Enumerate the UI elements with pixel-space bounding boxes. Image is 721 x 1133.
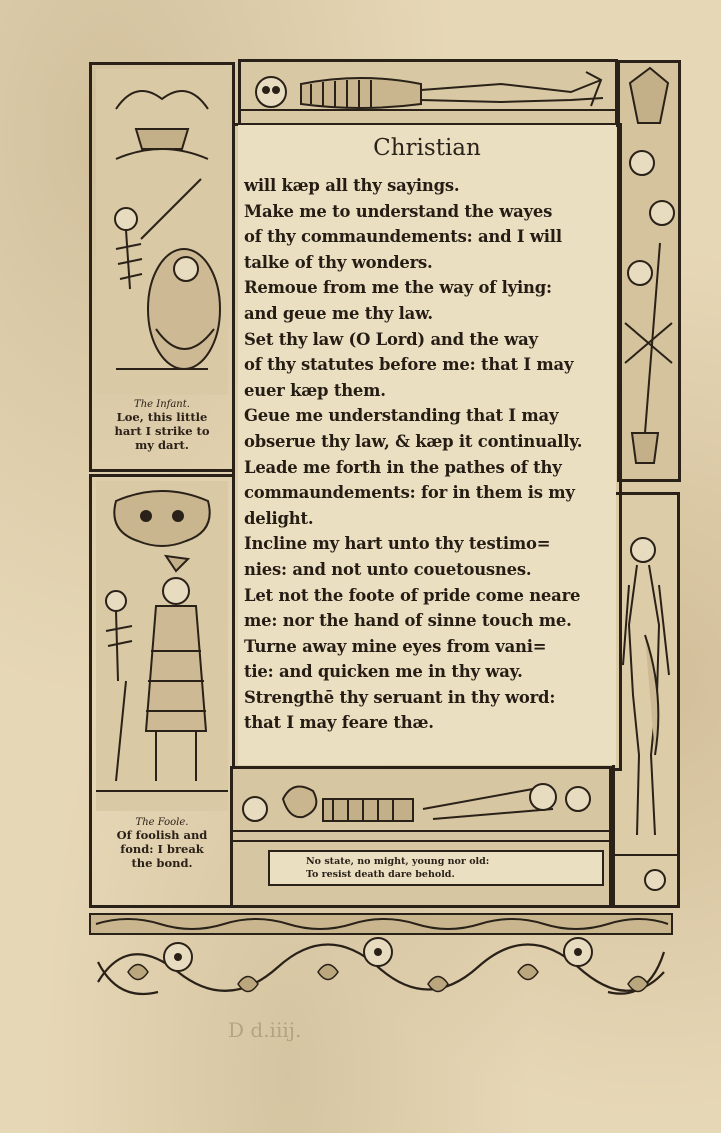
text-panel — [238, 125, 616, 765]
infant-caption-line: my dart. — [135, 438, 189, 452]
text-line: of thy statutes before me: that I may — [244, 355, 574, 375]
text-line: Geue me understanding that I may — [244, 406, 559, 426]
text-line: Remoue from me the way of lying: — [244, 278, 552, 298]
text-line: Incline my hart unto thy testimo= — [244, 534, 551, 554]
fool-caption — [96, 817, 228, 870]
floral-bottom-border — [88, 912, 674, 1012]
motto-line: To resist death dare behold. — [306, 869, 455, 880]
text-line: nies: and not unto couetousnes. — [244, 559, 532, 579]
spade-and-skulls-woodcut — [620, 63, 678, 479]
text-line: of thy commaundements: and I will — [244, 227, 562, 247]
left-woodcut-infant — [89, 62, 235, 472]
rose-vine-ornament — [88, 912, 674, 1012]
skeleton-with-infant-woodcut — [96, 69, 228, 395]
left-woodcut-fool — [89, 474, 235, 908]
standing-corpse-woodcut — [615, 495, 677, 905]
infant-caption-title: The Infant. — [134, 399, 190, 410]
motto-line: No state, no might, young nor old: — [306, 856, 490, 867]
text-line: Turne away mine eyes from vani= — [244, 636, 547, 656]
right-woodcut-standing-figure — [612, 492, 680, 908]
top-woodcut-border — [238, 59, 618, 127]
right-woodcut-tools-skulls — [617, 60, 681, 482]
psalm-text — [244, 173, 614, 736]
text-line: that I may feare thæ. — [244, 713, 434, 733]
fool-caption-line: fond: I break — [120, 842, 204, 856]
text-line: euer kæp them. — [244, 380, 386, 400]
lying-skeleton-woodcut — [241, 62, 615, 124]
text-line: Strengthē thy seruant in thy word: — [244, 687, 556, 707]
text-line: obserue thy law, & kæp it continually. — [244, 431, 583, 451]
text-line: talke of thy wonders. — [244, 252, 433, 272]
bleed-through-signature: D d.iiij. — [228, 1018, 302, 1042]
text-line: will kæp all thy sayings. — [244, 176, 460, 195]
fool-caption-title: The Foole. — [135, 817, 189, 828]
motto-text — [306, 855, 536, 881]
text-line: commaundements: for in them is my — [244, 483, 575, 503]
text-line: me: nor the hand of sinne touch me. — [244, 611, 572, 631]
running-head: Christian — [373, 135, 481, 161]
bottom-woodcut-ossuary — [230, 766, 612, 908]
text-line: Make me to understand the wayes — [244, 201, 553, 221]
skeleton-with-fool-woodcut — [96, 481, 228, 811]
text-line: Set thy law (O Lord) and the way — [244, 329, 538, 349]
infant-caption-line: Loe, this little — [116, 410, 208, 424]
text-line: and geue me thy law. — [244, 303, 433, 323]
text-line: Let not the foote of pride come neare — [244, 585, 581, 605]
text-line: delight. — [244, 508, 314, 528]
fool-caption-line: the bond. — [131, 856, 193, 870]
infant-caption — [96, 399, 228, 452]
fool-caption-line: Of foolish and — [116, 828, 208, 842]
motto-scroll — [268, 850, 604, 886]
text-line: Leade me forth in the pathes of thy — [244, 457, 562, 477]
text-line: tie: and quicken me in thy way. — [244, 662, 523, 682]
infant-caption-line: hart I strike to — [114, 424, 210, 438]
